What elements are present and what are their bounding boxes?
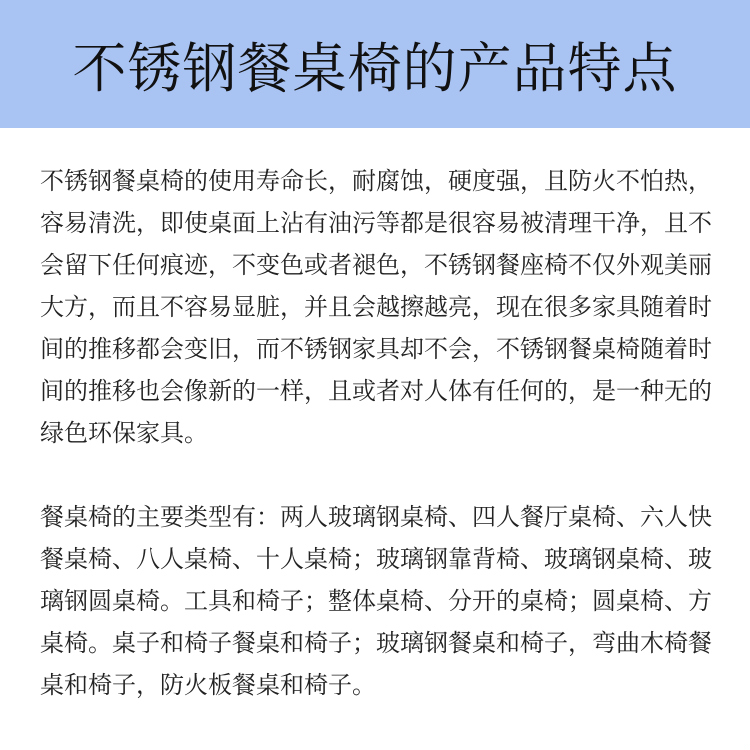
paragraph-features: 不锈钢餐桌椅的使用寿命长，耐腐蚀，硬度强，且防火不怕热，容易清洗，即使桌面上沾有油污等都是很容易被清理干净，且不会留下任何痕迹，不变色或者褪色，不锈钢餐座椅不仅外观美丽大方，而且不容易显脏，并且会越擦越亮，现在很多家具随着时间的推移都会变旧，而不锈钢家具却不会，不锈钢餐桌椅随着时间的推移也会像新的一样，且或者对人体有任何的，是一种无的绿色环保家具。 — [40, 167, 712, 447]
title-banner — [0, 0, 750, 128]
content-body — [40, 160, 720, 706]
page-title: 不锈钢餐桌椅的产品特点 — [72, 36, 678, 100]
paragraph-types: 餐桌椅的主要类型有：两人玻璃钢桌椅、四人餐厅桌椅、六人快餐桌椅、八人桌椅、十人桌椅；玻璃钢靠背椅、玻璃钢桌椅、玻璃钢圆桌椅。工具和椅子；整体桌椅、分开的桌椅；圆桌椅、方桌椅。桌子和椅子餐桌和椅子；玻璃钢餐桌和椅子，弯曲木椅餐桌和椅子，防火板餐桌和椅子。 — [40, 503, 712, 699]
